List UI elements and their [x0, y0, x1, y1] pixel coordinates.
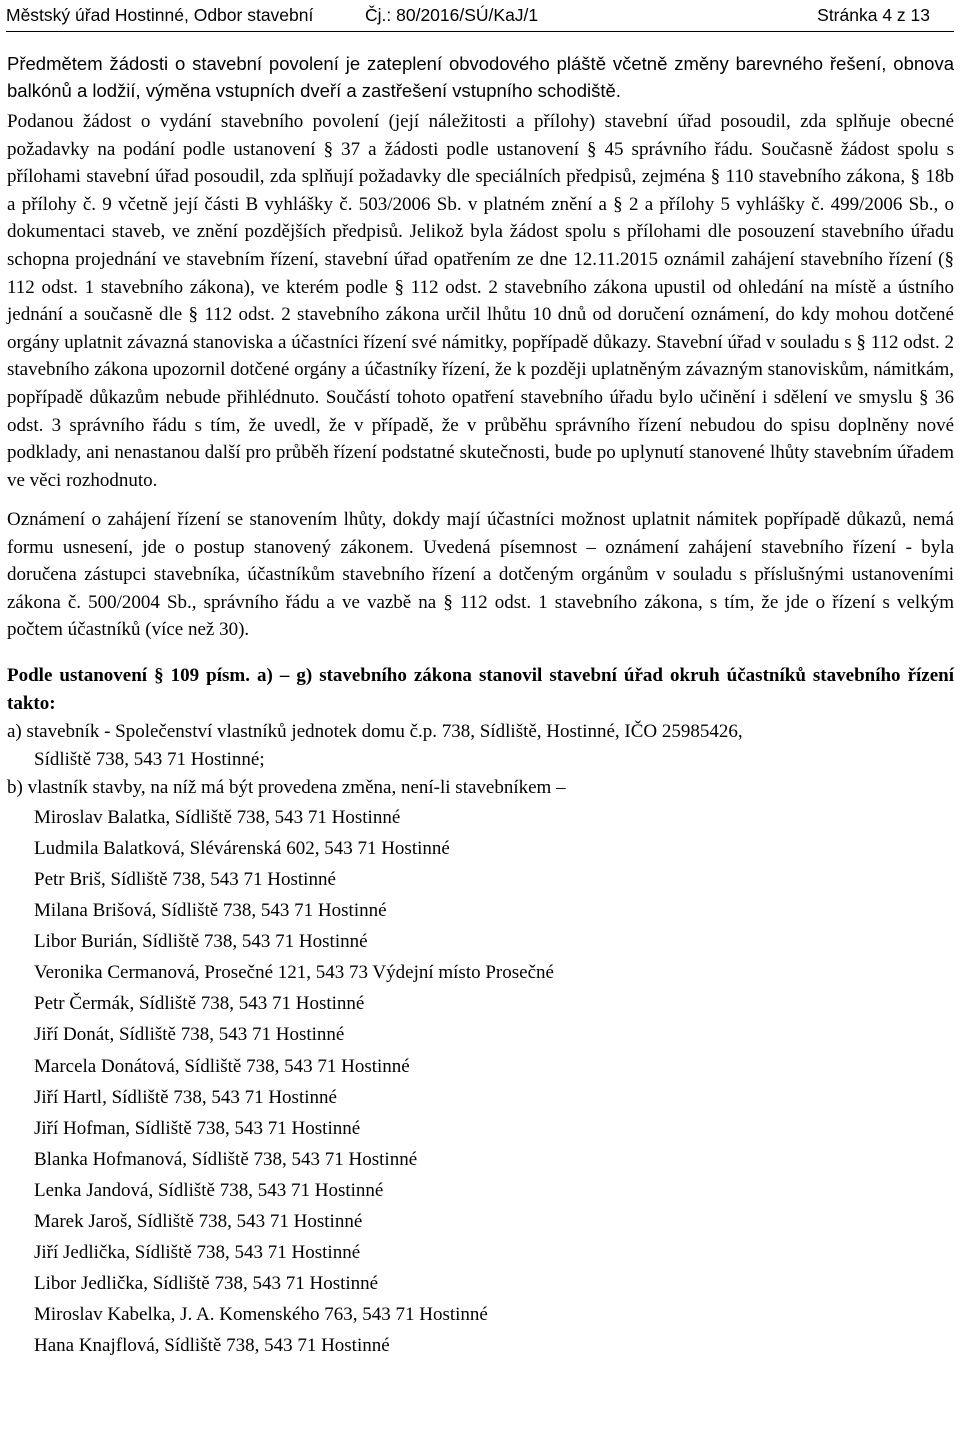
procedure-paragraph: Podanou žádost o vydání stavebního povolení (její náležitosti a přílohy) stavební úřad posoudil, zda splňuje obecné požadavky na podání podle ustanovení § 37 a žádosti podle ustanovení § 45 správního řádu. Současně žádost spolu s přílohami stavební úřad posoudil, zda splňují požadavky dle speciálních předpisů, zejména § 110 stavebního zákona, § 18b a přílohy č. 9 včetně její části B vyhlášky č. 503/2006 Sb. v platném znění a § 2 a přílohy 5 vyhlášky č. 499/2006 Sb., o dokumentaci staveb, ve znění pozdějších předpisů. Jelikož byla žádost spolu s přílohami dle posouzení stavebního úřadu schopna projednání ve stavebním řízení, stavební úřad opatřením ze dne 12.11.2015 oznámil zahájení stavebního řízení (§ 112 odst. 1 stavebního zákona), ve kterém podle § 112 odst. 2 stavebního zákona upustil od ohledání na místě a ústního jednání a současně dle § 112 odst. 2 stavebního zákona určil lhůtu 10 dnů od doručení oznámení, do kdy mohou dotčené orgány uplatnit závazná stanoviska a účastníci řízení své námitky, popřípadě důkazy. Stavební úřad v souladu s § 112 odst. 2 stavebního zákona upozornil dotčené orgány a účastníky řízení, že k později uplatněným závazným stanoviskům, námitkám, popřípadě důkazům nebude přihlédnuto. Součástí tohoto opatření stavebního úřadu bylo učinění i sdělení ve smyslu § 36 odst. 3 správního řádu s tím, že uvedl, že v případě, že v průběhu správního řízení nebudou do spisu doplněny nové podklady, ani nenastanou další pro průběh řízení podstatné skutečnosti, bude po uplynutí stanovené lhůty stavebním úřadem ve věci rozhodnuto. — [7, 111, 954, 491]
owner-list-item: Blanka Hofmanová, Sídliště 738, 543 71 Hostinné — [34, 1148, 418, 1170]
notice-paragraph: Oznámení o zahájení řízení se stanovením lhůty, dokdy mají účastníci možnost uplatnit námitek popřípadě důkazů, nemá formu usnesení, jde o postup stanovený zákonem. Uvedená písemnost – oznámení zahájení stavebního řízení - byla doručena zástupci stavebníka, účastníkům stavebního řízení a dotčeným orgánům v souladu s příslušnými ustanoveními zákona č. 500/2004 Sb., správního řádu a ve vazbě na § 112 odst. 1 stavebního zákona, s tím, že jde o řízení s velkým počtem účastníků (více než 30). — [7, 509, 954, 641]
owner-list-item: Marek Jaroš, Sídliště 738, 543 71 Hostinné — [34, 1211, 363, 1233]
owner-list-item: Hana Knajflová, Sídliště 738, 543 71 Hostinné — [34, 1335, 390, 1357]
owner-list-item: Milana Brišová, Sídliště 738, 543 71 Hostinné — [34, 900, 387, 922]
owner-list-item: Veronika Cermanová, Prosečné 121, 543 73 Výdejní místo Prosečné — [34, 962, 554, 984]
owners-list — [7, 802, 954, 1362]
participant-item-a — [7, 718, 954, 774]
participant-item-b: b) vlastník stavby, na níž má být provedena změna, není-li stavebníkem – — [7, 776, 566, 798]
owner-list-item: Marcela Donátová, Sídliště 738, 543 71 Hostinné — [34, 1055, 410, 1077]
reference-number: Čj.: 80/2016/SÚ/KaJ/1 — [365, 5, 539, 25]
owner-list-item: Jiří Donát, Sídliště 738, 543 71 Hostinné — [34, 1024, 345, 1046]
participant-item-a-address: Sídliště 738, 543 71 Hostinné; — [34, 748, 265, 770]
owner-list-item: Jiří Jedlička, Sídliště 738, 543 71 Hostinné — [34, 1242, 361, 1264]
owner-list-item: Miroslav Kabelka, J. A. Komenského 763, 543 71 Hostinné — [34, 1304, 488, 1326]
document-body — [7, 50, 954, 1362]
owner-list-item: Petr Čermák, Sídliště 738, 543 71 Hostinné — [34, 993, 365, 1015]
office-name: Městský úřad Hostinné, Odbor stavební — [6, 5, 314, 25]
participant-item-a-text: a) stavebník - Společenství vlastníků jednotek domu č.p. 738, Sídliště, Hostinné, IČO 25985426, — [7, 720, 743, 742]
owner-list-item: Libor Burián, Sídliště 738, 543 71 Hostinné — [34, 931, 368, 953]
owner-list-item: Lenka Jandová, Sídliště 738, 543 71 Hostinné — [34, 1179, 384, 1201]
participants-heading: Podle ustanovení § 109 písm. a) – g) stavebního zákona stanovil stavební úřad okruh účastníků stavebního řízení takto: — [7, 664, 954, 714]
owner-list-item: Miroslav Balatka, Sídliště 738, 543 71 Hostinné — [34, 806, 401, 828]
page-number: Stránka 4 z 13 — [817, 5, 930, 25]
header-rule — [6, 31, 954, 32]
page-header — [6, 2, 954, 28]
owner-list-item: Libor Jedlička, Sídliště 738, 543 71 Hostinné — [34, 1273, 379, 1295]
owner-list-item: Jiří Hofman, Sídliště 738, 543 71 Hostinné — [34, 1117, 361, 1139]
owner-list-item: Petr Briš, Sídliště 738, 543 71 Hostinné — [34, 869, 336, 890]
owner-list-item: Ludmila Balatková, Slévárenská 602, 543 71 Hostinné — [34, 837, 450, 859]
owner-list-item: Jiří Hartl, Sídliště 738, 543 71 Hostinné — [34, 1086, 337, 1108]
subject-paragraph: Předmětem žádosti o stavební povolení je zateplení obvodového pláště včetně změny barevného řešení, obnova balkónů a lodžií, výměna vstupních dveří a zastřešení vstupního schodiště. — [7, 53, 954, 101]
